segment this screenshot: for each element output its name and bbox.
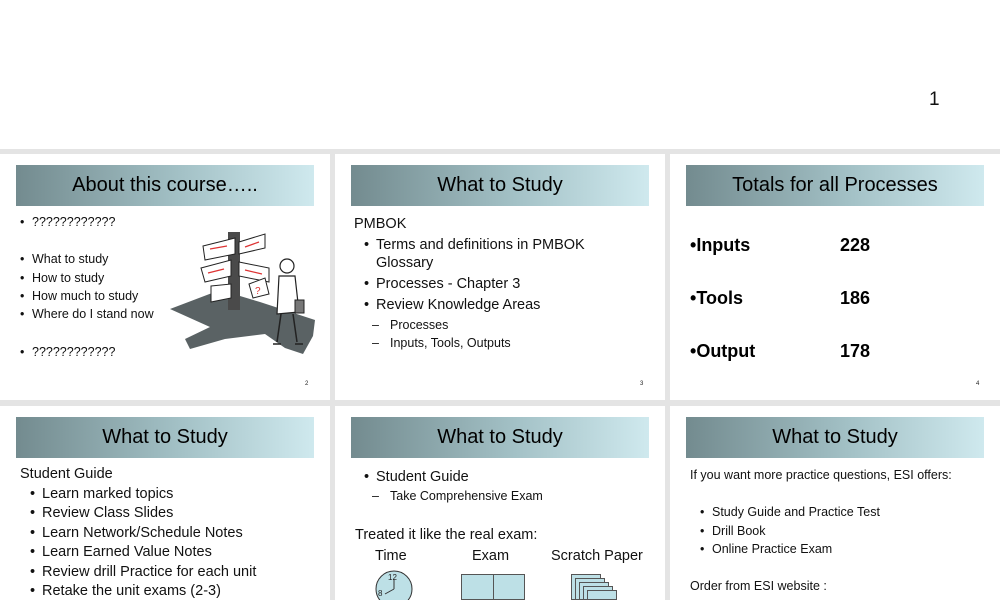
signpost-thinker-illustration	[165, 224, 315, 359]
slide-what-to-study-esi[interactable]	[670, 406, 1000, 600]
bullet-item: • Review drill Practice for each unit	[42, 564, 256, 580]
slide-number: 3	[640, 381, 644, 387]
bullet-item-continuation: Glossary	[376, 255, 434, 271]
bullet-item: • Review Class Slides	[42, 505, 173, 521]
bullet-item: • How much to study	[32, 289, 138, 303]
bullet-item: • Learn Earned Value Notes	[42, 544, 212, 560]
exam-booklet-icon	[461, 574, 525, 600]
total-label: • Inputs	[690, 235, 750, 256]
total-value: 186	[840, 288, 871, 308]
clock-label: 12	[388, 573, 397, 582]
bullet-item: • Processes - Chapter 3	[376, 276, 520, 292]
bullet-item: • Retake the unit exams (2-3)	[42, 583, 221, 599]
column-label: Exam	[472, 548, 510, 564]
sub-bullet-item: – Inputs, Tools, Outputs	[390, 336, 511, 350]
total-label: • Output	[690, 341, 755, 362]
column-label: Time	[375, 548, 407, 564]
slide-title: What to Study	[351, 165, 649, 206]
clock-icon	[375, 570, 415, 600]
sub-bullet-item: – Processes	[390, 318, 448, 332]
bullet-item: • Study Guide and Practice Test	[712, 505, 880, 519]
esi-footer: Order from ESI website :	[690, 579, 827, 593]
slide-number: 2	[305, 381, 309, 387]
svg-text:?: ?	[255, 286, 261, 297]
slide-title: Totals for all Processes	[686, 165, 984, 206]
bullet-item: • Where do I stand now	[32, 307, 154, 321]
sub-bullet-item: – Take Comprehensive Exam	[390, 489, 543, 503]
bullet-item: • What to study	[32, 252, 108, 266]
slide-what-to-study-pmbok[interactable]	[335, 154, 665, 400]
slide-number: 4	[976, 381, 980, 387]
bullet-item: • How to study	[32, 271, 104, 285]
slide-about-course[interactable]	[0, 154, 330, 400]
slide-totals-processes[interactable]	[670, 154, 1000, 400]
total-value: 178	[840, 341, 871, 361]
slide-heading: PMBOK	[354, 216, 407, 232]
bullet-item: • Learn Network/Schedule Notes	[42, 525, 243, 541]
slide-what-to-study-exam[interactable]	[335, 406, 665, 600]
slide-heading: Student Guide	[20, 466, 113, 482]
slide-title: About this course…..	[16, 165, 314, 206]
slide-title: What to Study	[686, 417, 984, 458]
bullet-item: • Review Knowledge Areas	[376, 297, 540, 313]
slide-title: What to Study	[351, 417, 649, 458]
bullet-item: • ????????????	[32, 215, 115, 229]
clock-label: 8	[378, 589, 383, 598]
exam-note: Treated it like the real exam:	[355, 527, 538, 543]
bullet-item: • Learn marked topics	[42, 486, 173, 502]
bullet-item: • Online Practice Exam	[712, 542, 832, 556]
esi-intro: If you want more practice questions, ESI offers:	[690, 468, 952, 482]
bullet-item: • ????????????	[32, 345, 115, 359]
bullet-item: • Drill Book	[712, 524, 766, 538]
slide-title: What to Study	[16, 417, 314, 458]
scratch-paper-icon	[571, 574, 621, 600]
page-header-area	[0, 0, 1000, 149]
bullet-item: • Terms and definitions in PMBOK	[376, 237, 585, 253]
bullet-item: • Student Guide	[376, 469, 469, 485]
page-number: 1	[929, 89, 940, 110]
total-value: 228	[840, 235, 871, 255]
total-label: • Tools	[690, 288, 743, 309]
slide-what-to-study-student-guide[interactable]	[0, 406, 330, 600]
column-label: Scratch Paper	[551, 548, 643, 564]
